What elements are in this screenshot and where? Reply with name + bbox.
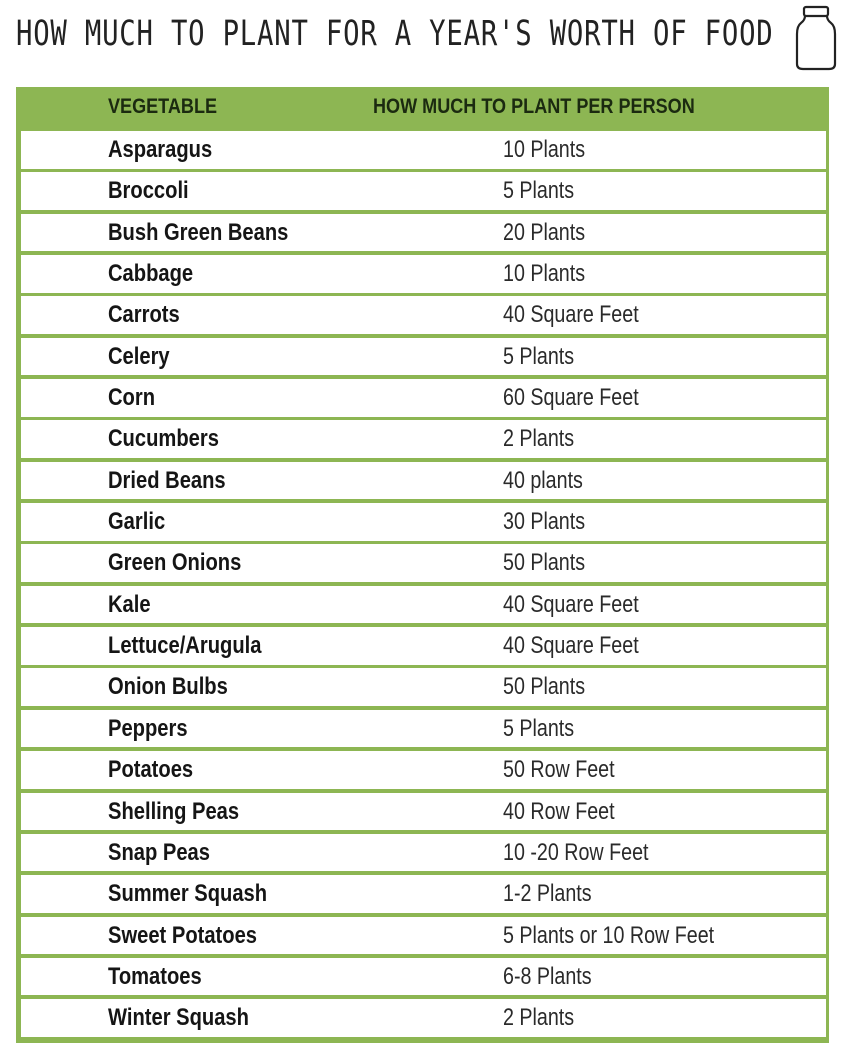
amount-cell: 5 Plants [503,177,575,205]
page-title: HOW MUCH TO PLANT FOR A YEAR'S WORTH OF FOOD [16,14,774,54]
title-bar [0,0,850,82]
table-row [21,999,826,1037]
amount-cell: 5 Plants or 10 Row Feet [503,921,715,949]
vegetable-cell: Green Onions [108,549,242,577]
table-row [21,710,826,748]
amount-cell: 60 Square Feet [503,384,639,412]
table-row [21,668,826,706]
amount-cell: 10 Plants [503,260,586,288]
table-row [21,214,826,252]
table-row [21,875,826,913]
mason-jar-icon [794,4,838,72]
table-row [21,751,826,789]
table-row [21,462,826,500]
amount-cell: 5 Plants [503,714,575,742]
amount-cell: 10 -20 Row Feet [503,838,649,866]
vegetable-cell: Peppers [108,714,188,742]
table-row [21,917,826,955]
table-row [21,503,826,541]
vegetable-cell: Cucumbers [108,425,219,453]
vegetable-cell: Kale [108,590,151,618]
vegetable-cell: Snap Peas [108,838,210,866]
vegetable-cell: Shelling Peas [108,797,240,825]
table-row [21,420,826,458]
vegetable-cell: Carrots [108,301,180,329]
amount-cell: 50 Plants [503,673,586,701]
amount-cell: 50 Plants [503,549,586,577]
table-row [21,834,826,872]
vegetable-cell: Cabbage [108,260,194,288]
vegetable-cell: Tomatoes [108,962,202,990]
table-row [21,338,826,376]
amount-cell: 30 Plants [503,508,586,536]
table-row [21,627,826,665]
table-row [21,296,826,334]
table-row [21,793,826,831]
table-row [21,172,826,210]
column-header-amount: HOW MUCH TO PLANT PER PERSON [373,95,695,118]
amount-cell: 6-8 Plants [503,962,592,990]
vegetable-cell: Winter Squash [108,1004,249,1032]
amount-cell: 40 Square Feet [503,590,639,618]
amount-cell: 10 Plants [503,136,586,163]
vegetable-cell: Garlic [108,508,166,536]
amount-cell: 2 Plants [503,425,575,453]
vegetable-cell: Bush Green Beans [108,218,289,246]
column-header-vegetable: VEGETABLE [108,95,218,118]
vegetable-cell: Celery [108,342,170,370]
table-header [16,87,829,129]
vegetable-cell: Corn [108,384,156,412]
vegetable-cell: Summer Squash [108,880,268,908]
table-body [21,131,826,1041]
table-row [21,586,826,624]
table-row [21,255,826,293]
vegetable-cell: Lettuce/Arugula [108,632,262,660]
table-row [21,544,826,582]
vegetable-cell: Potatoes [108,756,194,784]
amount-cell: 2 Plants [503,1004,575,1032]
amount-cell: 40 Row Feet [503,797,615,825]
vegetable-cell: Dried Beans [108,466,226,494]
table-row [21,131,826,169]
amount-cell: 40 Square Feet [503,632,639,660]
amount-cell: 40 Square Feet [503,301,639,329]
amount-cell: 20 Plants [503,218,586,246]
vegetable-cell: Asparagus [108,136,213,163]
vegetable-cell: Onion Bulbs [108,673,228,701]
amount-cell: 50 Row Feet [503,756,615,784]
vegetable-cell: Broccoli [108,177,189,205]
vegetable-cell: Sweet Potatoes [108,921,258,949]
table-row [21,379,826,417]
amount-cell: 5 Plants [503,342,575,370]
amount-cell: 1-2 Plants [503,880,592,908]
amount-cell: 40 plants [503,466,583,494]
planting-table [16,87,829,1043]
table-row [21,958,826,996]
